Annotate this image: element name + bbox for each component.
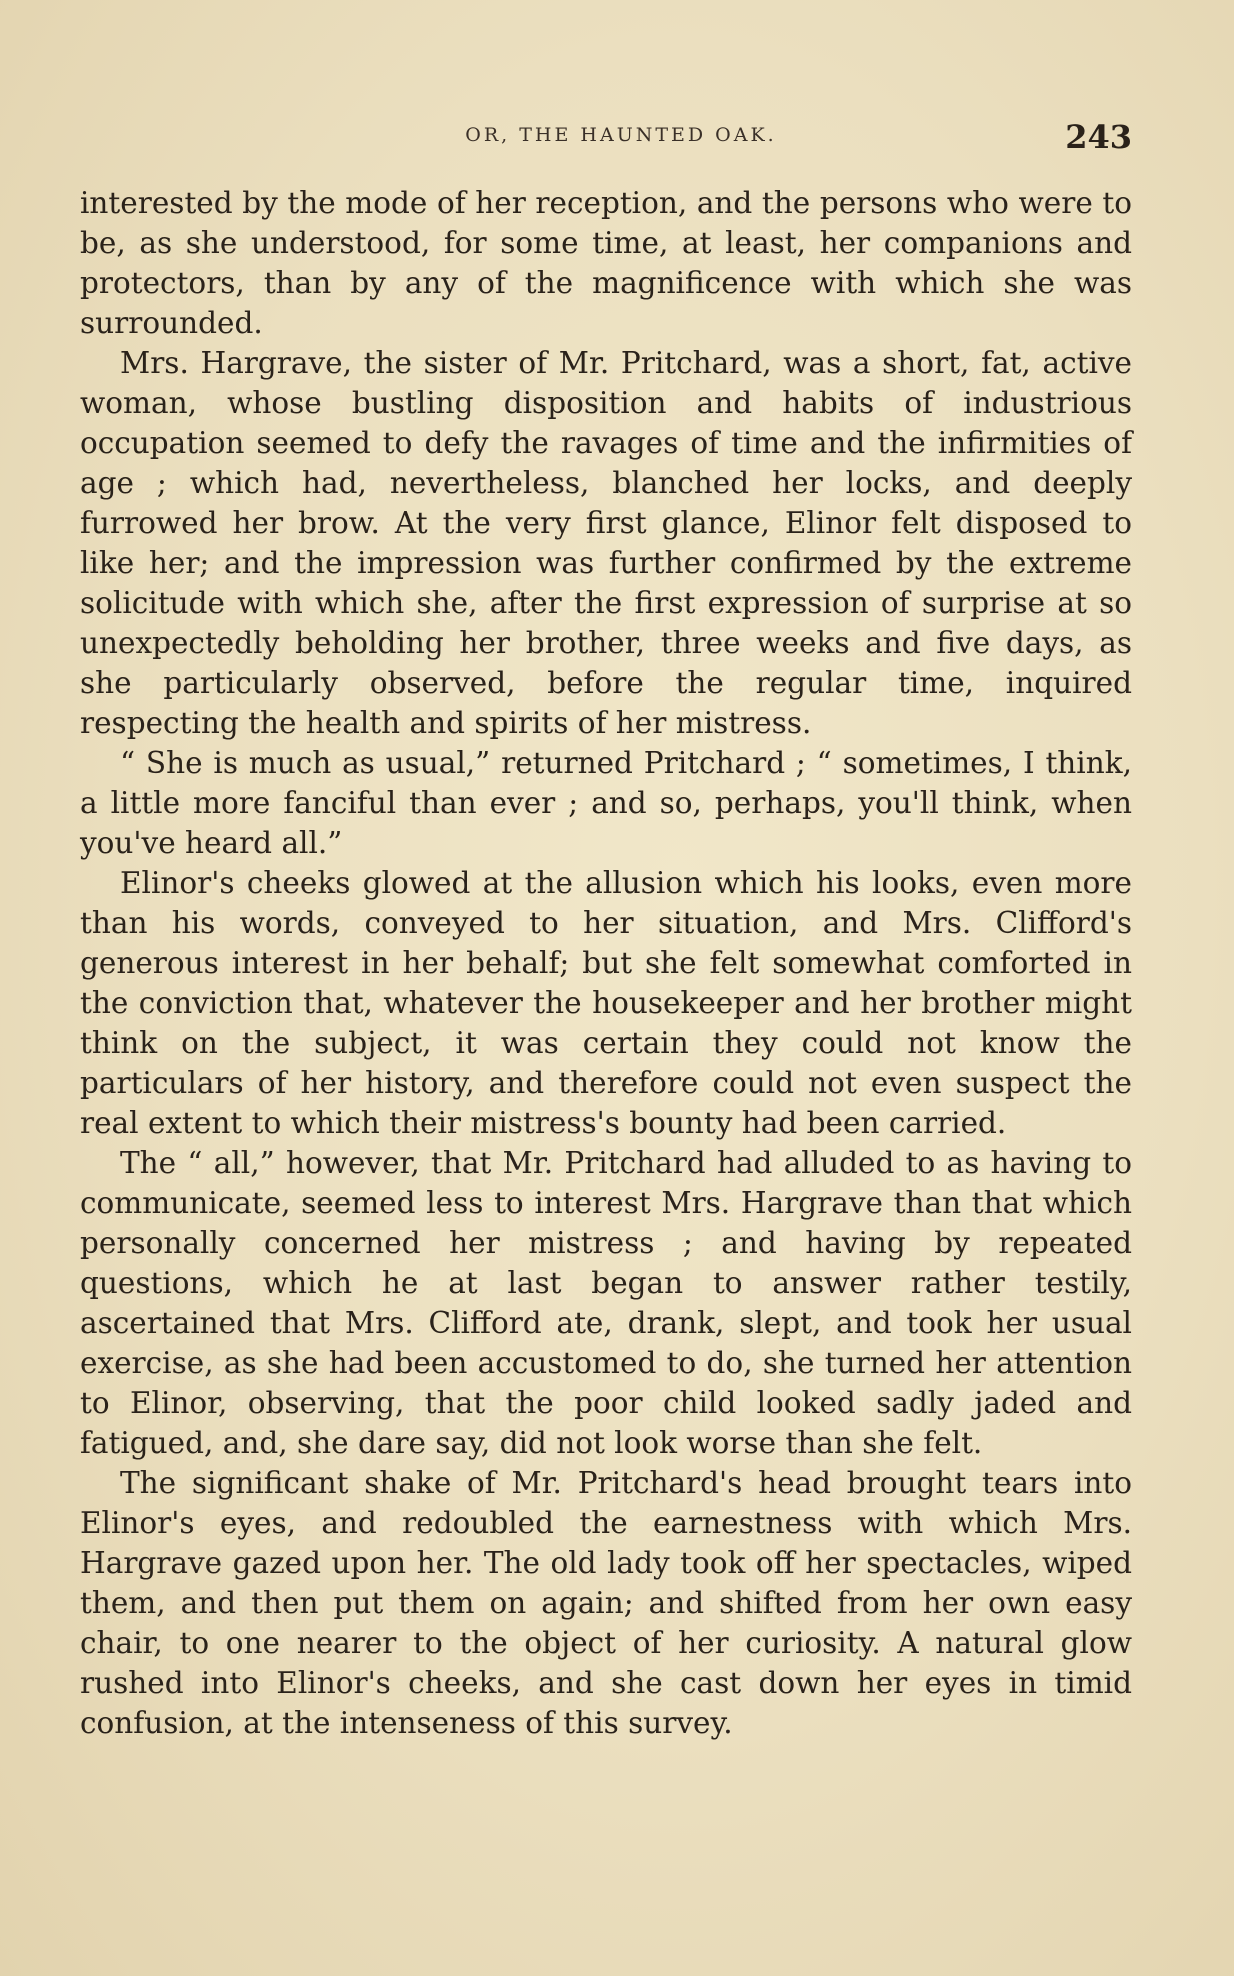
paragraph: Elinor's cheeks glowed at the allusion which his looks, even more than his words, conveyed to her situation, and Mrs. Clifford's generous interest in her behalf; but she felt somewhat comforted in the conviction that, whatever the housekeeper and her brother might think on the subject, it was certain they could not know the particulars of her history, and therefore could not even suspect the real extent to which their mistress's bounty had been carried. [80, 866, 1132, 1140]
paragraph: The “ all,” however, that Mr. Pritchard had alluded to as having to communicate, seemed less to interest Mrs. Hargrave than that which personally concerned her mistress ; and having by repeated questions, which he at last began to answer rather testily, ascertained that Mrs. Clifford ate, drank, slept, and took her usual exercise, as she had been accustomed to do, she turned her attention to Elinor, observing, that the poor child looked sadly jaded and fatigued, and, she dare say, did not look worse than she felt. [80, 1146, 1132, 1460]
page-header [80, 118, 1132, 158]
paragraph: “ She is much as usual,” returned Pritchard ; “ sometimes, I think, a little more fanciful than ever ; and so, perhaps, you'll think, when you've heard all.” [80, 746, 1132, 860]
body-text [80, 183, 1132, 1743]
paragraph: interested by the mode of her reception, and the persons who were to be, as she understood, for some time, at least, her companions and protectors, than by any of the magnificence with which she was surrounded. [80, 186, 1132, 340]
paragraph: Mrs. Hargrave, the sister of Mr. Pritchard, was a short, fat, active woman, whose bustling disposition and habits of industrious occupation seemed to defy the ravages of time and the infirmities of age ; which had, nevertheless, blanched her locks, and deeply furrowed her brow. At the very first glance, Elinor felt disposed to like her; and the impression was further confirmed by the extreme solicitude with which she, after the first expression of surprise at so unexpectedly beholding her brother, three weeks and five days, as she particularly observed, before the regular time, inquired respecting the health and spirits of her mistress. [80, 346, 1132, 740]
page-number: 243 [1065, 118, 1132, 156]
running-head: OR, THE HAUNTED OAK. [465, 124, 777, 146]
paragraph: The significant shake of Mr. Pritchard's head brought tears into Elinor's eyes, and redoubled the earnestness with which Mrs. Hargrave gazed upon her. The old lady took off her spectacles, wiped them, and then put them on again; and shifted from her own easy chair, to one nearer to the object of her curiosity. A natural glow rushed into Elinor's cheeks, and she cast down her eyes in timid confusion, at the intenseness of this survey. [80, 1466, 1132, 1740]
